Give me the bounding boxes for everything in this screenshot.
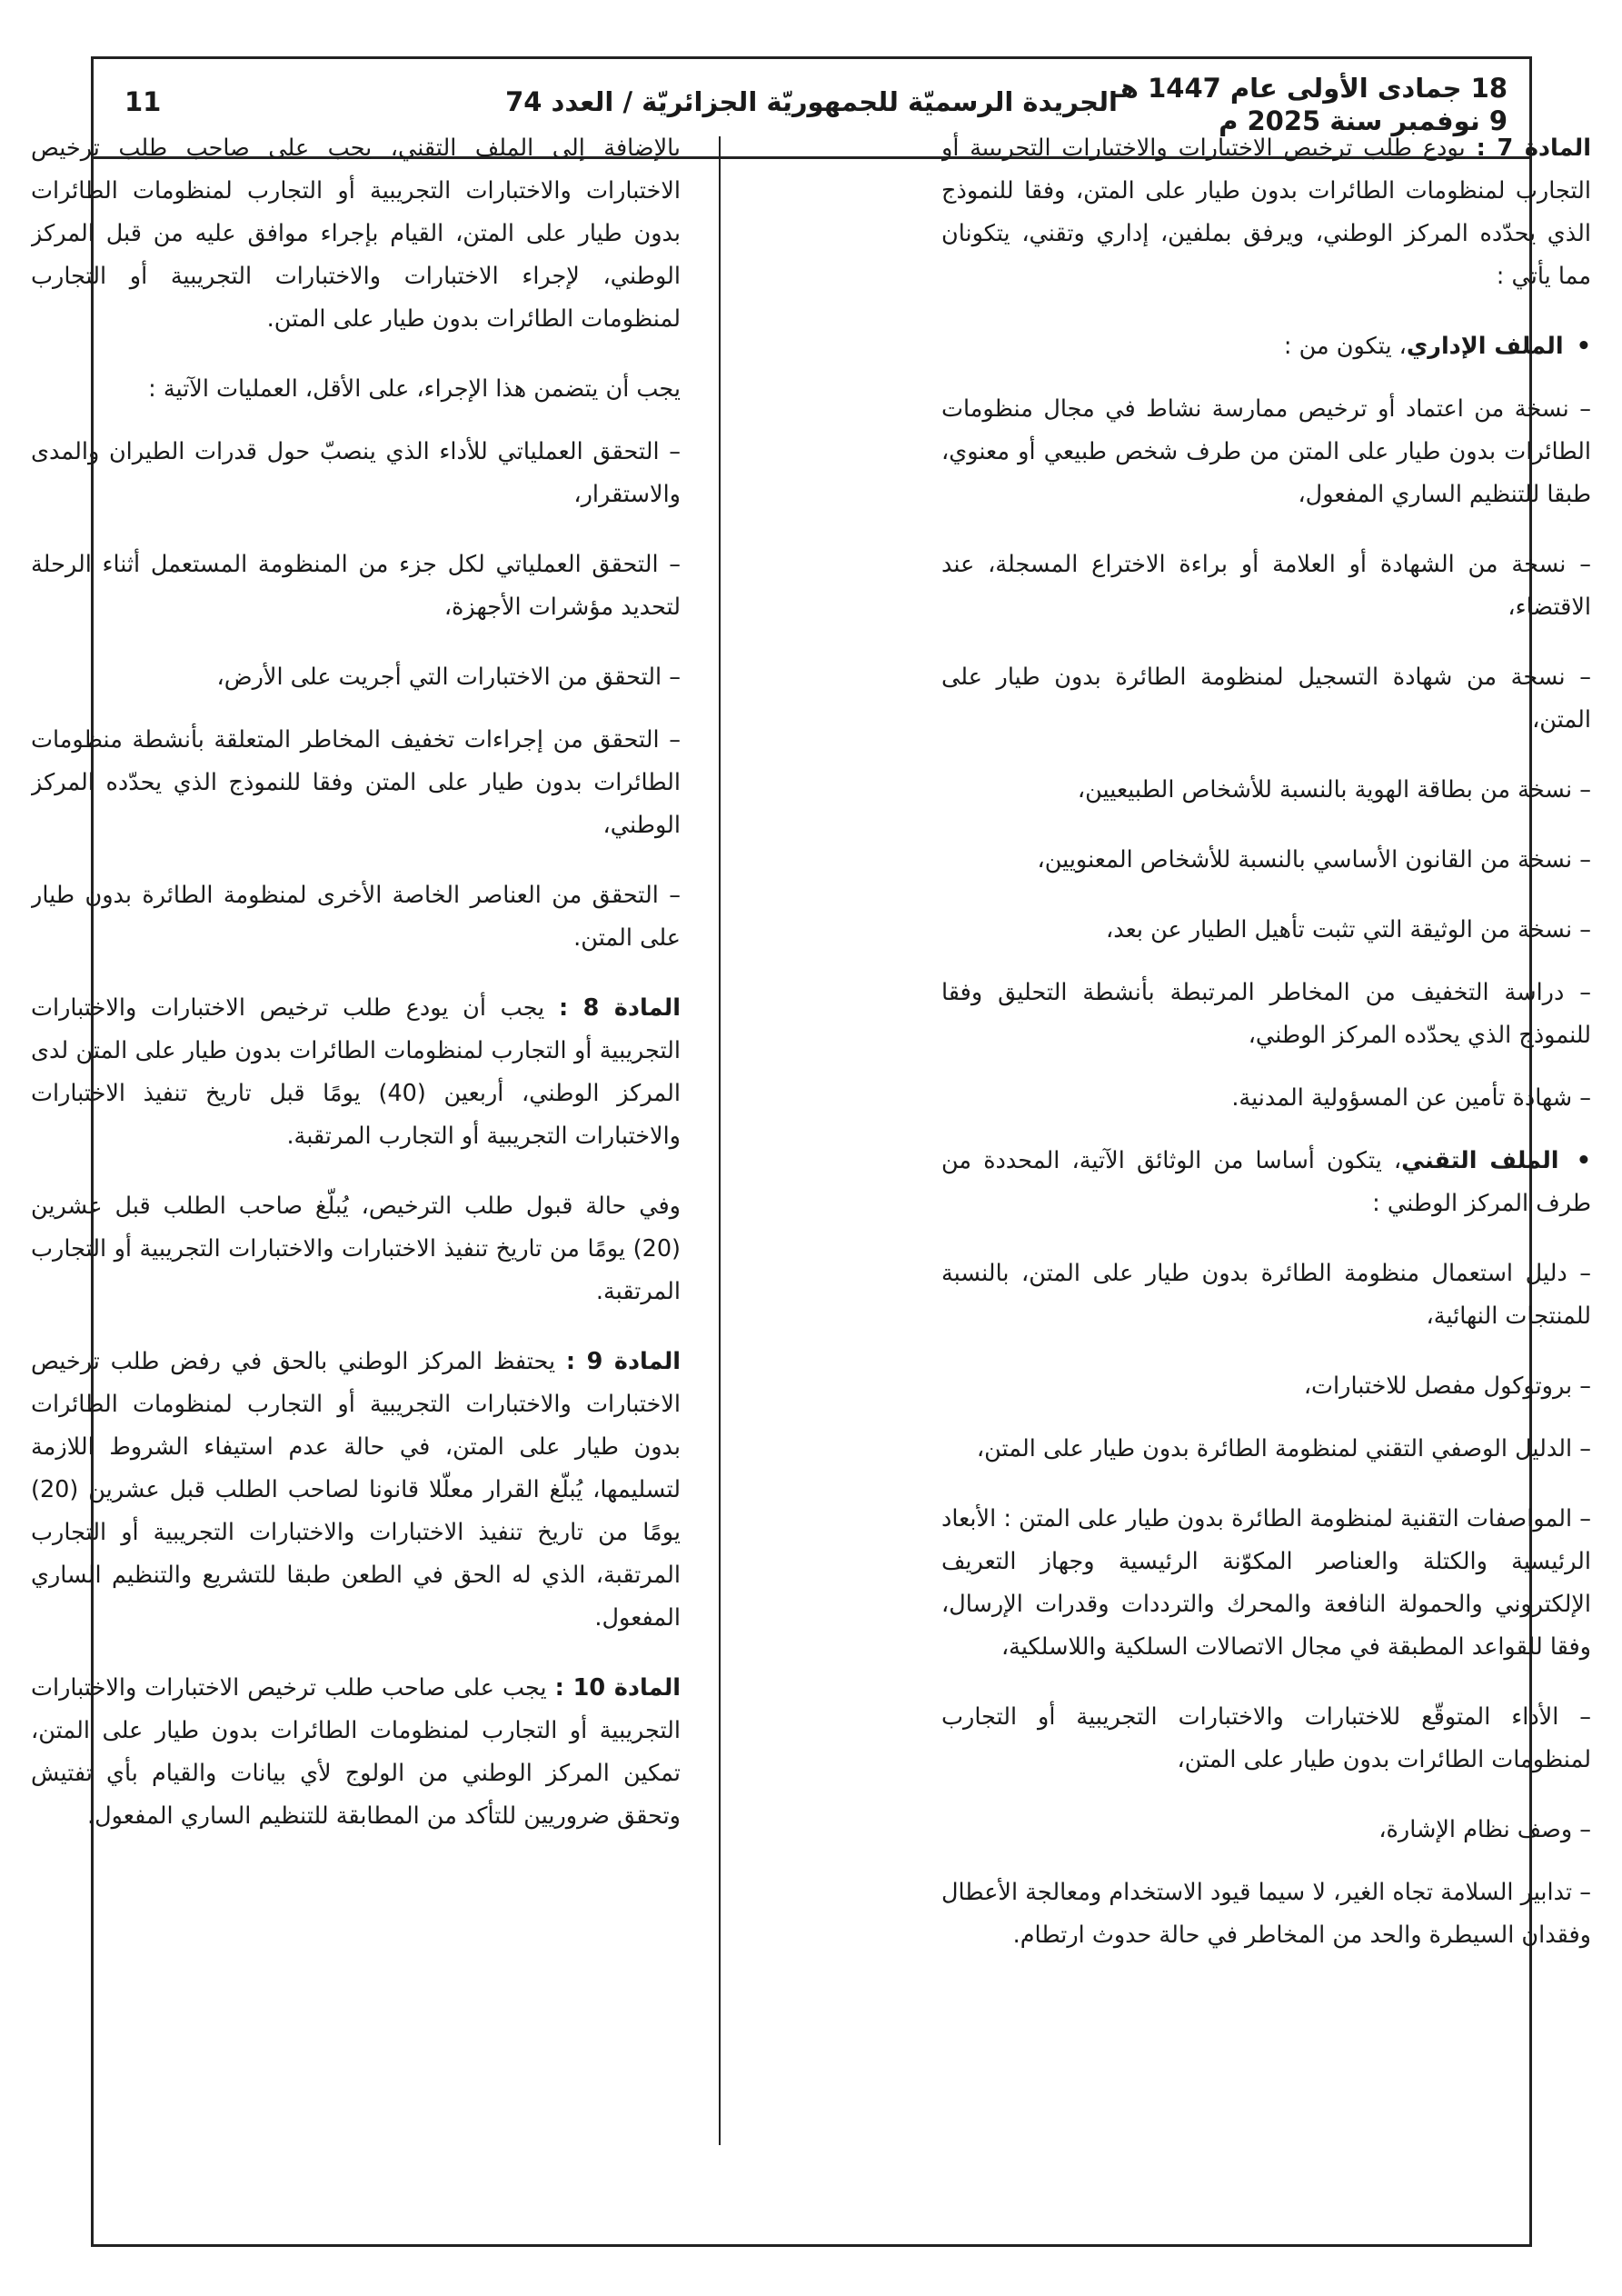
- column-divider: [719, 136, 721, 2145]
- admin-file-heading: [941, 325, 1591, 368]
- header-date-hijri: 18 جمادى الأولى عام 1447 هـ: [1110, 73, 1508, 104]
- list-item: – بروتوكول مفصل للاختبارات،: [1303, 1373, 1591, 1400]
- article-10-label: المادة 10 :: [554, 1674, 681, 1702]
- tech-file-label: الملف التقني: [1401, 1147, 1559, 1174]
- list-item: – التحقق من العناصر الخاصة الأخرى لمنظومة الطائرة بدون طيار على المتن.: [31, 882, 681, 952]
- article-10-text: يجب على صاحب طلب ترخيص الاختبارات والاختبارات التجريبية أو التجارب لمنظومات الطائرات بدون طيار على المتن، تمكين المركز الوطني من الولوج لأي بيانات والقيام بأي تفتيش وتحقق ضروريين للتأكد من المطابقة للتنظيم الساري المفعول.: [31, 1674, 681, 1830]
- header-date-gregorian: 9 نوفمبر سنة 2025 م: [1219, 105, 1508, 136]
- list-item: – نسخة من الشهادة أو العلامة أو براءة الاختراع المسجلة، عند الاقتضاء،: [941, 551, 1591, 621]
- admin-file-suffix: ، يتكون من :: [1283, 333, 1407, 360]
- list-item: – نسخة من الوثيقة التي تثبت تأهيل الطيار عن بعد،: [1106, 916, 1591, 943]
- list-item: – التحقق من إجراءات تخفيف المخاطر المتعلقة بأنشطة منظومات الطائرات بدون طيار على المتن وفقا للنموذج الذي يحدّده المركز الوطني،: [31, 726, 681, 839]
- article-10: [31, 1667, 681, 1838]
- article-8-text: يجب أن يودع طلب ترخيص الاختبارات والاختبارات التجريبية أو التجارب لمنظومات الطائرات بدون طيار على المتن لدى المركز الوطني، أربعين (40) يومًا قبل تاريخ تنفيذ الاختبارات والاختبارات التجريبية أو التجارب المرتقبة.: [31, 994, 681, 1150]
- article-9-label: المادة 9 :: [565, 1348, 681, 1375]
- list-item: – وصف نظام الإشارة،: [1378, 1816, 1591, 1843]
- list-item: – نسخة من شهادة التسجيل لمنظومة الطائرة بدون طيار على المتن،: [941, 664, 1591, 734]
- article-8-label: المادة 8 :: [558, 994, 681, 1022]
- page-number: 11: [124, 86, 162, 117]
- list-item: – دليل استعمال منظومة الطائرة بدون طيار على المتن، بالنسبة للمنتجات النهائية،: [941, 1260, 1591, 1330]
- list-item: – نسخة من القانون الأساسي بالنسبة للأشخاص المعنويين،: [1037, 846, 1591, 873]
- article-9: [31, 1341, 681, 1640]
- left-column: [31, 127, 681, 2163]
- list-item: – التحقق العملياتي للأداء الذي ينصبّ حول قدرات الطيران والمدى والاستقرار،: [31, 438, 681, 508]
- list-item: – المواصفات التقنية لمنظومة الطائرة بدون طيار على المتن : الأبعاد الرئيسية والكتلة والعناصر المكوّنة الرئيسية وجهاز التعريف الإلكتروني والحمولة النافعة والمحرك والترددات وقدرات الإرسال، وفقا للقواعد المطبقة في مجال الاتصالات السلكية واللاسلكية،: [941, 1505, 1591, 1661]
- list-item: – تدابير السلامة تجاه الغير، لا سيما قيود الاستخدام ومعالجة الأعطال وفقدان السيطرة والحد من المخاطر في حالة حدوث ارتطام.: [941, 1879, 1591, 1949]
- article-7-label: المادة 7 :: [1476, 135, 1591, 162]
- tech-file-heading: [941, 1140, 1591, 1225]
- article-7: [941, 127, 1591, 298]
- admin-file-label: الملف الإداري: [1406, 333, 1564, 360]
- list-item: – شهادة تأمين عن المسؤولية المدنية.: [1231, 1084, 1591, 1112]
- list-item: – الأداء المتوقّع للاختبارات والاختبارات التجريبية أو التجارب لمنظومات الطائرات بدون طيار على المتن،: [941, 1703, 1591, 1773]
- list-item: – الدليل الوصفي التقني لمنظومة الطائرة بدون طيار على المتن،: [976, 1435, 1591, 1462]
- right-column: [941, 127, 1591, 2163]
- bullet-icon: •: [1576, 1147, 1591, 1174]
- procedure-intro: يجب أن يتضمن هذا الإجراء، على الأقل، العمليات الآتية :: [148, 375, 681, 403]
- header-title: الجريدة الرسميّة للجمهوريّة الجزائريّة / العدد 74: [505, 86, 1118, 117]
- list-item: – التحقق من الاختبارات التي أجريت على الأرض،: [216, 664, 681, 691]
- technical-procedure-intro: بالإضافة إلى الملف التقني، يجب على صاحب طلب ترخيص الاختبارات والاختبارات التجريبية أو التجارب لمنظومات الطائرات بدون طيار على المتن، القيام بإجراء موافق عليه من قبل المركز الوطني، لإجراء الاختبارات والاختبارات التجريبية أو التجارب لمنظومات الطائرات بدون طيار على المتن.: [31, 135, 681, 333]
- list-item: – نسخة من بطاقة الهوية بالنسبة للأشخاص الطبيعيين،: [1077, 776, 1591, 804]
- bullet-icon: •: [1576, 333, 1591, 360]
- list-item: – دراسة التخفيف من المخاطر المرتبطة بأنشطة التحليق وفقا للنموذج الذي يحدّده المركز الوطني،: [941, 979, 1591, 1049]
- article-7-text: يودع طلب ترخيص الاختبارات والاختبارات التجريبية أو التجارب لمنظومات الطائرات بدون طيار على المتن، وفقا للنموذج الذي يحدّده المركز الوطني، ويرفق بملفين، إداري وتقني، يتكونان مما يأتي :: [941, 135, 1591, 290]
- article-9-text: يحتفظ المركز الوطني بالحق في رفض طلب ترخيص الاختبارات والاختبارات التجريبية أو التجارب لمنظومات الطائرات بدون طيار على المتن، في حالة عدم استيفاء الشروط اللازمة لتسليمها، يُبلّغ القرار معلّلا قانونا لصاحب الطلب قبل عشرين (20) يومًا من تاريخ تنفيذ الاختبارات والاختبارات التجريبية أو التجارب المرتقبة، الذي له الحق في الطعن طبقا للتشريع والتنظيم الساري المفعول.: [31, 1348, 681, 1632]
- article-8-paragraph-2: وفي حالة قبول طلب الترخيص، يُبلّغ صاحب الطلب قبل عشرين (20) يومًا من تاريخ تنفيذ الاختبارات والاختبارات التجريبية أو التجارب المرتقبة.: [31, 1193, 681, 1305]
- article-8: [31, 987, 681, 1158]
- tech-file-suffix: ، يتكون أساسا من الوثائق الآتية، المحددة من طرف المركز الوطني :: [941, 1147, 1591, 1217]
- list-item: – نسخة من اعتماد أو ترخيص ممارسة نشاط في مجال منظومات الطائرات بدون طيار على المتن من طرف شخص طبيعي أو معنوي، طبقا للتنظيم الساري المفعول،: [941, 395, 1591, 508]
- list-item: – التحقق العملياتي لكل جزء من المنظومة المستعمل أثناء الرحلة لتحديد مؤشرات الأجهزة،: [31, 551, 681, 621]
